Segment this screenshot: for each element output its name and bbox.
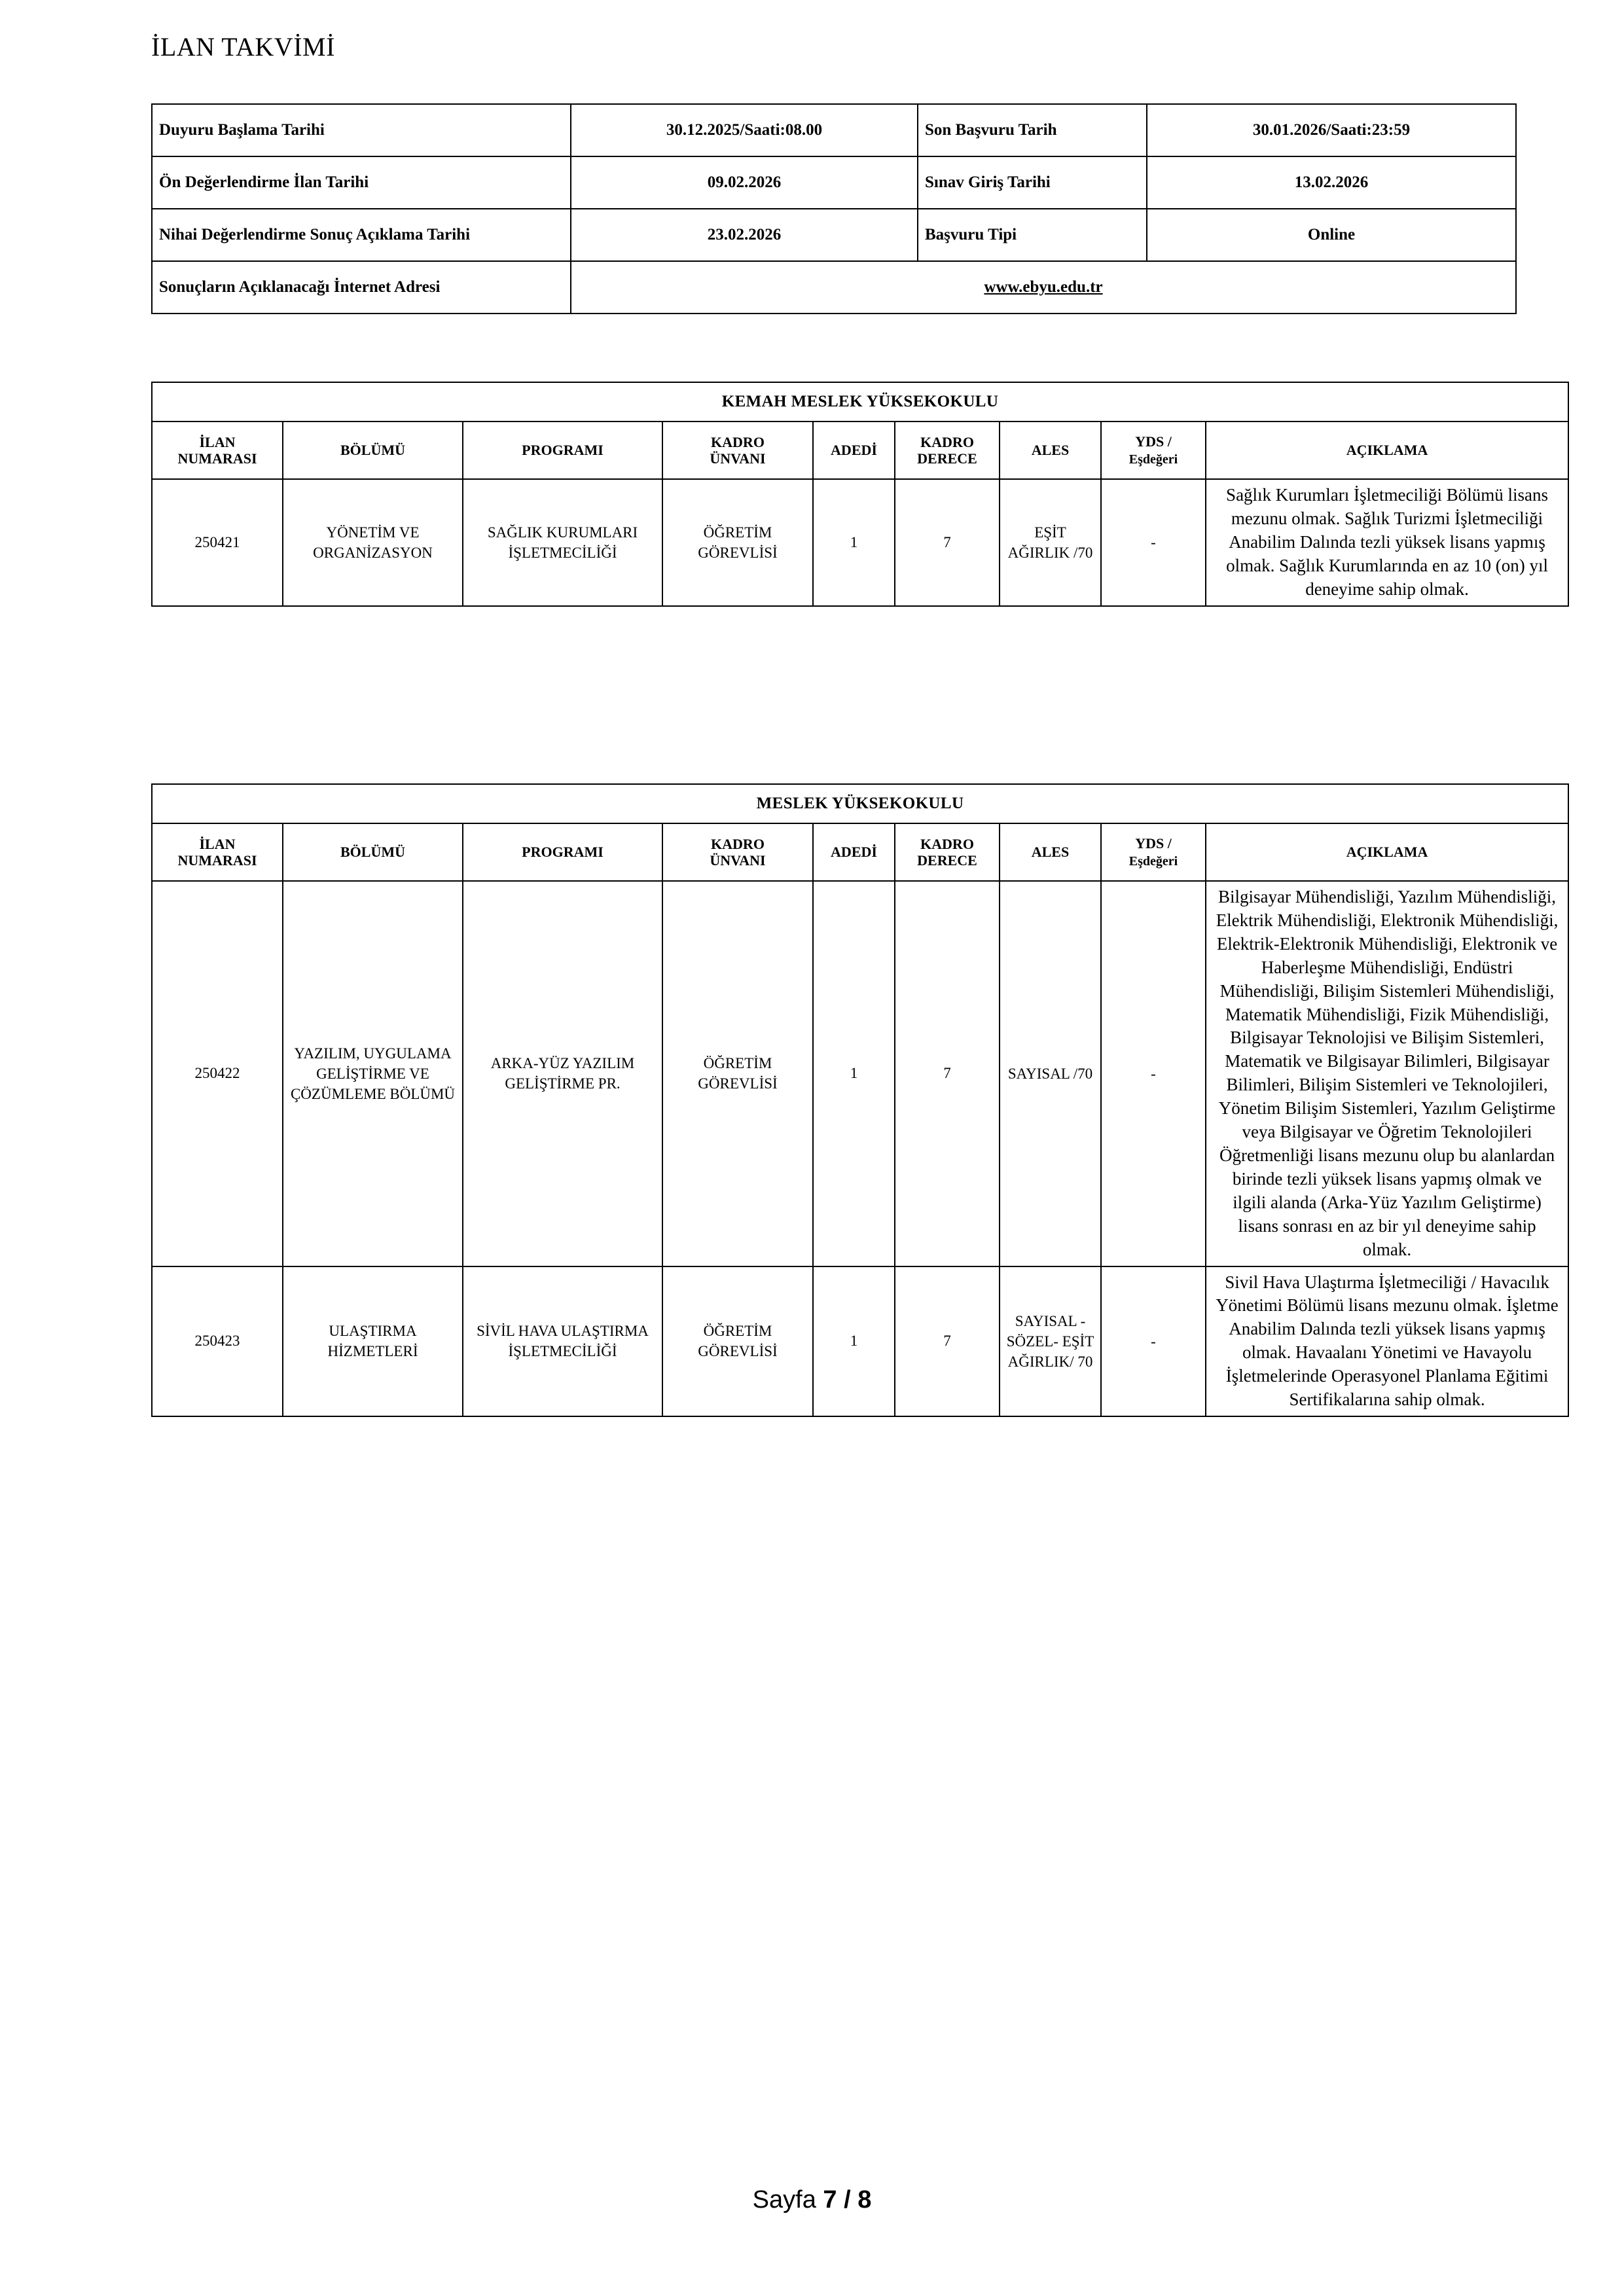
col-header-kadro-derece bbox=[895, 422, 1000, 479]
col-header-ilan-line2: NUMARASI bbox=[177, 450, 257, 467]
col-header-ilan-numarasi bbox=[152, 823, 283, 881]
col-header-programi: PROGRAMI bbox=[463, 422, 662, 479]
announcement-calendar-table bbox=[151, 103, 1517, 314]
col-header-ilan-line2: NUMARASI bbox=[177, 852, 257, 869]
col-header-derece-line1: KADRO bbox=[920, 433, 974, 450]
page-title: İLAN TAKVİMİ bbox=[151, 32, 335, 62]
col-header-ilan-numarasi bbox=[152, 422, 283, 479]
footer-prefix: Sayfa bbox=[752, 2186, 823, 2214]
table-caption-row bbox=[152, 382, 1568, 422]
col-header-derece-line1: KADRO bbox=[920, 835, 974, 852]
cell-adedi: 1 bbox=[813, 881, 895, 1266]
cell-yds: - bbox=[1101, 1266, 1206, 1416]
calendar-label-2: Nihai Değerlendirme Sonuç Açıklama Tarihi bbox=[152, 209, 571, 261]
cell-kadro-unvani: ÖĞRETİM GÖREVLİSİ bbox=[662, 479, 813, 606]
calendar-value2-1: 13.02.2026 bbox=[1147, 156, 1516, 209]
col-header-programi: PROGRAMI bbox=[463, 823, 662, 881]
col-header-yds-line2: Eşdeğeri bbox=[1128, 853, 1178, 869]
calendar-label2-1: Sınav Giriş Tarihi bbox=[918, 156, 1147, 209]
table-row bbox=[152, 1266, 1568, 1416]
col-header-derece-line2: DERECE bbox=[917, 852, 977, 869]
col-header-kadro-unvani bbox=[662, 422, 813, 479]
cell-ilan-numarasi: 250421 bbox=[152, 479, 283, 606]
calendar-value2-2: Online bbox=[1147, 209, 1516, 261]
cell-ales: SAYISAL -SÖZEL- EŞİT AĞIRLIK/ 70 bbox=[1000, 1266, 1101, 1416]
results-url-cell bbox=[571, 261, 1516, 314]
cell-bolumu: YÖNETİM VE ORGANİZASYON bbox=[283, 479, 463, 606]
table-row bbox=[152, 156, 1516, 209]
col-header-ales: ALES bbox=[1000, 823, 1101, 881]
cell-kadro-unvani: ÖĞRETİM GÖREVLİSİ bbox=[662, 881, 813, 1266]
results-url-label: Sonuçların Açıklanacağı İnternet Adresi bbox=[152, 261, 571, 314]
table-caption-row bbox=[152, 784, 1568, 823]
calendar-value2-0: 30.01.2026/Saati:23:59 bbox=[1147, 104, 1516, 156]
table-caption-myo: MESLEK YÜKSEKOKULU bbox=[152, 784, 1568, 823]
calendar-value-0: 30.12.2025/Saati:08.00 bbox=[571, 104, 918, 156]
cell-bolumu: YAZILIM, UYGULAMA GELİŞTİRME VE ÇÖZÜMLEME BÖLÜMÜ bbox=[283, 881, 463, 1266]
col-header-kadro-unvani bbox=[662, 823, 813, 881]
cell-aciklama: Bilgisayar Mühendisliği, Yazılım Mühendisliği, Elektrik Mühendisliği, Elektronik Mühendisliği, Elektrik-Elektronik Mühendisliği, Elektronik ve Haberleşme Mühendisliği, Endüstri Mühendisliği, Bilişim Sistemleri Mühendisliği, Matematik Mühendisliği, Fizik Mühendisliği, Bilgisayar Teknolojisi ve Bilişim Sistemleri, Matematik ve Bilgisayar Bilimleri, Bilgisayar Bilimleri, Bilişim Sistemleri ve Teknolojileri, Yönetim Bilişim Sistemleri, Yazılım Geliştirme veya Bilgisayar ve Öğretim Teknolojileri Öğretmenliği lisans mezunu olup bu alanlardan birinde tezli yüksek lisans yapmış olmak ve ilgili alanda (Arka-Yüz Yazılım Geliştirme) lisans sonrası en az bir yıl deneyime sahip olmak. bbox=[1206, 881, 1568, 1266]
table-row bbox=[152, 104, 1516, 156]
col-header-kadro-derece bbox=[895, 823, 1000, 881]
col-header-bolumu: BÖLÜMÜ bbox=[283, 823, 463, 881]
col-header-ales: ALES bbox=[1000, 422, 1101, 479]
cell-programi: SİVİL HAVA ULAŞTIRMA İŞLETMECİLİĞİ bbox=[463, 1266, 662, 1416]
cell-yds: - bbox=[1101, 881, 1206, 1266]
positions-table-kemah bbox=[151, 382, 1569, 607]
col-header-yds bbox=[1101, 823, 1206, 881]
col-header-yds-line1: YDS / bbox=[1135, 835, 1172, 852]
col-header-aciklama: AÇIKLAMA bbox=[1206, 422, 1568, 479]
calendar-label2-0: Son Başvuru Tarih bbox=[918, 104, 1147, 156]
cell-ales: EŞİT AĞIRLIK /70 bbox=[1000, 479, 1101, 606]
cell-kadro-unvani: ÖĞRETİM GÖREVLİSİ bbox=[662, 1266, 813, 1416]
cell-ilan-numarasi: 250422 bbox=[152, 881, 283, 1266]
col-header-ilan-line1: İLAN bbox=[199, 835, 236, 852]
calendar-value-2: 23.02.2026 bbox=[571, 209, 918, 261]
col-header-bolumu: BÖLÜMÜ bbox=[283, 422, 463, 479]
cell-programi: ARKA-YÜZ YAZILIM GELİŞTİRME PR. bbox=[463, 881, 662, 1266]
col-header-unvani-line1: KADRO bbox=[711, 433, 765, 450]
col-header-aciklama: AÇIKLAMA bbox=[1206, 823, 1568, 881]
cell-kadro-derece: 7 bbox=[895, 1266, 1000, 1416]
calendar-label-1: Ön Değerlendirme İlan Tarihi bbox=[152, 156, 571, 209]
footer-page-number: 7 / 8 bbox=[823, 2186, 872, 2214]
col-header-adedi: ADEDİ bbox=[813, 422, 895, 479]
cell-ales: SAYISAL /70 bbox=[1000, 881, 1101, 1266]
col-header-unvani-line2: ÜNVANI bbox=[710, 852, 766, 869]
table-row bbox=[152, 209, 1516, 261]
table-row bbox=[152, 881, 1568, 1266]
table-row bbox=[152, 479, 1568, 606]
table-header-row bbox=[152, 823, 1568, 881]
calendar-label-0: Duyuru Başlama Tarihi bbox=[152, 104, 571, 156]
col-header-derece-line2: DERECE bbox=[917, 450, 977, 467]
col-header-yds bbox=[1101, 422, 1206, 479]
cell-bolumu: ULAŞTIRMA HİZMETLERİ bbox=[283, 1266, 463, 1416]
cell-aciklama: Sivil Hava Ulaştırma İşletmeciliği / Havacılık Yönetimi Bölümü lisans mezunu olmak. İşletme Anabilim Dalında tezli yüksek lisans yapmış olmak. Havaalanı Yönetimi ve Havayolu İşletmelerinde Operasyonel Planlama Eğitimi Sertifikalarına sahip olmak. bbox=[1206, 1266, 1568, 1416]
cell-ilan-numarasi: 250423 bbox=[152, 1266, 283, 1416]
table-caption-kemah: KEMAH MESLEK YÜKSEKOKULU bbox=[152, 382, 1568, 422]
calendar-value-1: 09.02.2026 bbox=[571, 156, 918, 209]
positions-table-myo bbox=[151, 783, 1569, 1417]
col-header-unvani-line2: ÜNVANI bbox=[710, 450, 766, 467]
calendar-label2-2: Başvuru Tipi bbox=[918, 209, 1147, 261]
page-footer bbox=[0, 2186, 1624, 2214]
col-header-unvani-line1: KADRO bbox=[711, 835, 765, 852]
cell-programi: SAĞLIK KURUMLARI İŞLETMECİLİĞİ bbox=[463, 479, 662, 606]
table-row bbox=[152, 261, 1516, 314]
cell-yds: - bbox=[1101, 479, 1206, 606]
results-url-link[interactable]: www.ebyu.edu.tr bbox=[984, 278, 1103, 296]
cell-kadro-derece: 7 bbox=[895, 881, 1000, 1266]
cell-kadro-derece: 7 bbox=[895, 479, 1000, 606]
col-header-adedi: ADEDİ bbox=[813, 823, 895, 881]
cell-adedi: 1 bbox=[813, 1266, 895, 1416]
table-header-row bbox=[152, 422, 1568, 479]
col-header-yds-line1: YDS / bbox=[1135, 433, 1172, 450]
cell-adedi: 1 bbox=[813, 479, 895, 606]
col-header-ilan-line1: İLAN bbox=[199, 433, 236, 450]
col-header-yds-line2: Eşdeğeri bbox=[1128, 452, 1178, 467]
cell-aciklama: Sağlık Kurumları İşletmeciliği Bölümü lisans mezunu olmak. Sağlık Turizmi İşletmeciliği Anabilim Dalında tezli yüksek lisans yapmış olmak. Sağlık Kurumlarında en az 10 (on) yıl deneyime sahip olmak. bbox=[1206, 479, 1568, 606]
